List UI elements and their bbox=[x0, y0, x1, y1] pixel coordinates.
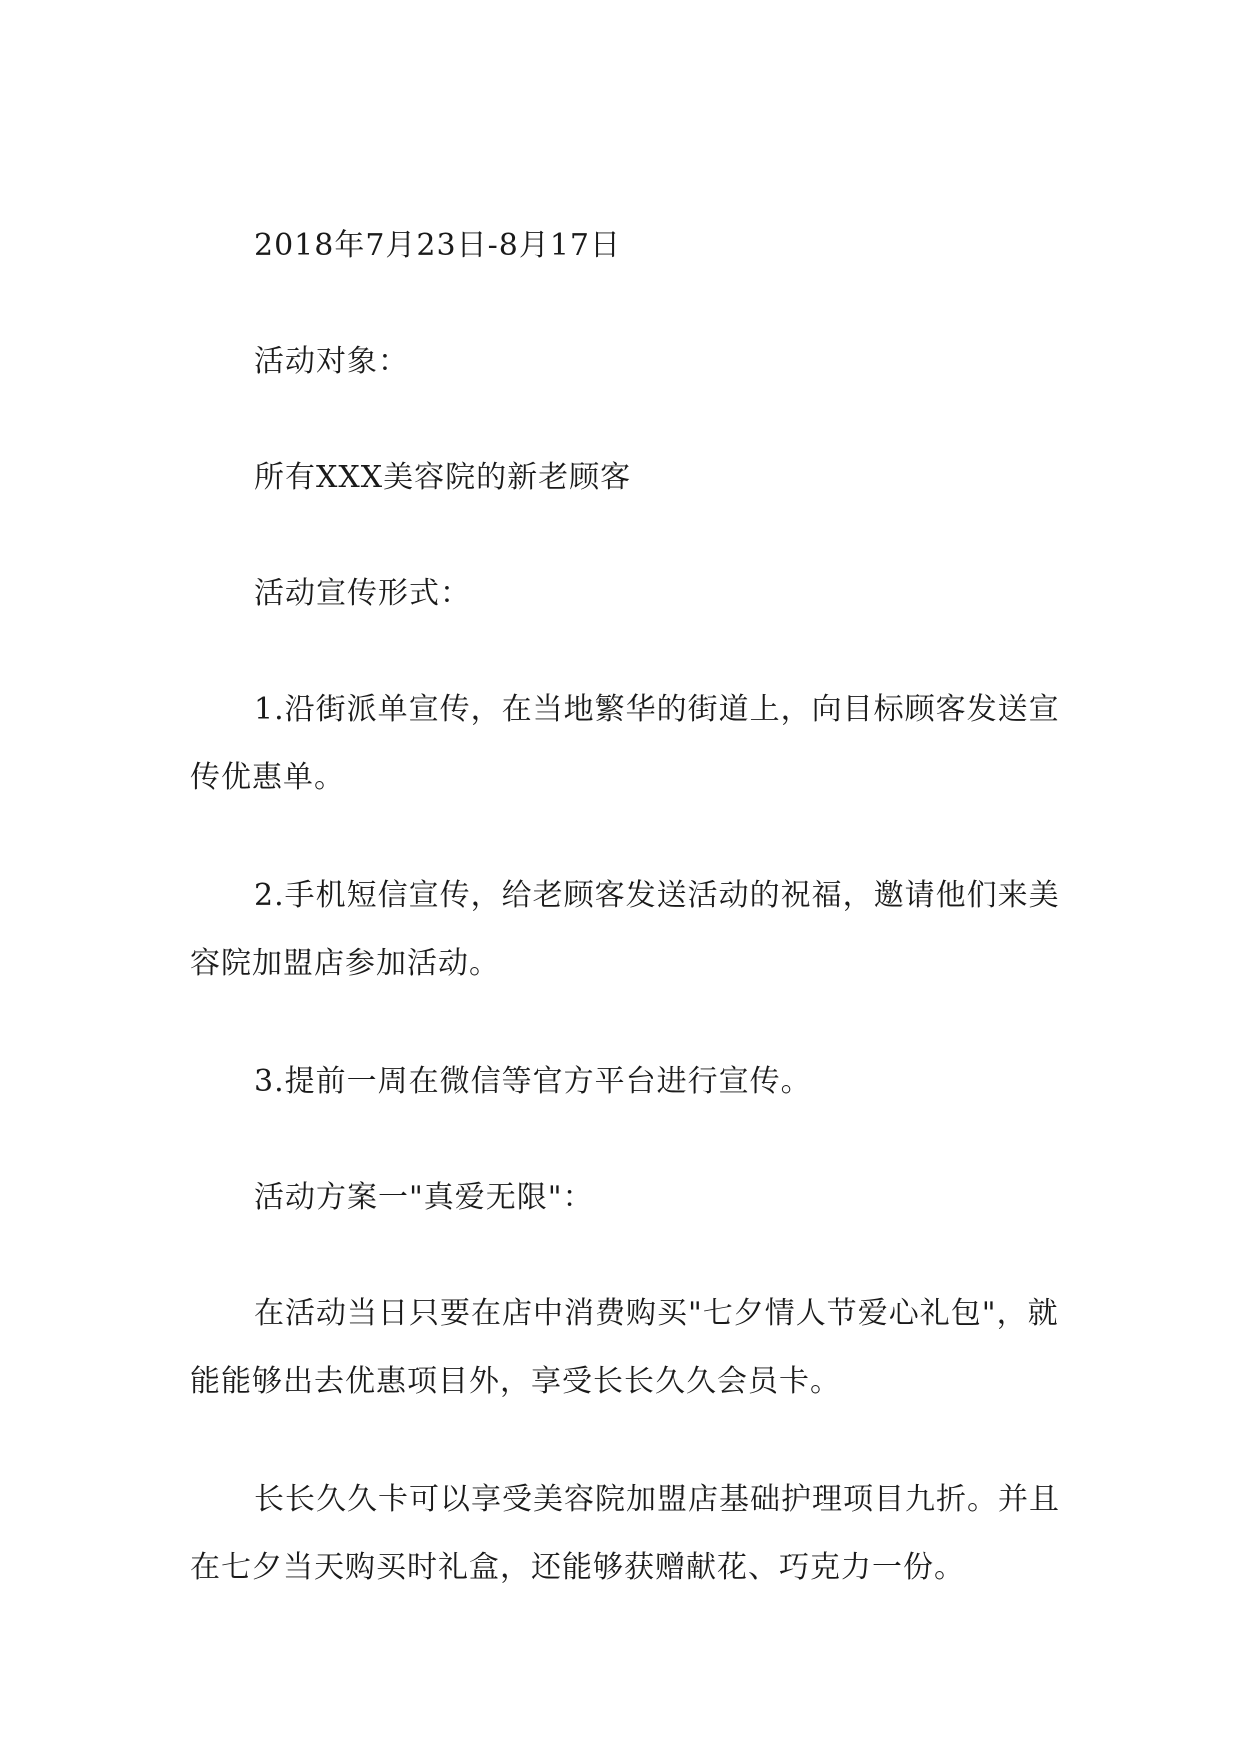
target-audience-text: 所有XXX美容院的新老顾客 bbox=[254, 460, 632, 495]
activity-date: 2018年7月23日-8月17日 bbox=[254, 228, 622, 263]
target-audience-heading: 活动对象： bbox=[254, 344, 409, 379]
promotion-method-2: 2.手机短信宣传，给老顾客发送活动的祝福，邀请他们来美容院加盟店参加活动。 bbox=[190, 878, 1060, 981]
promotion-method-3: 3.提前一周在微信等官方平台进行宣传。 bbox=[254, 1064, 812, 1099]
promotion-methods-heading: 活动宣传形式： bbox=[254, 576, 471, 611]
plan-one-heading: 活动方案一"真爱无限"： bbox=[254, 1180, 594, 1215]
promotion-method-1: 1.沿街派单宣传，在当地繁华的街道上，向目标顾客发送宣传优惠单。 bbox=[190, 692, 1060, 795]
plan-one-description: 在活动当日只要在店中消费购买"七夕情人节爱心礼包"，就能能够出去优惠项目外，享受长长久久会员卡。 bbox=[190, 1296, 1059, 1399]
membership-card-description: 长长久久卡可以享受美容院加盟店基础护理项目九折。并且在七夕当天购买时礼盒，还能够获赠献花、巧克力一份。 bbox=[190, 1482, 1060, 1585]
